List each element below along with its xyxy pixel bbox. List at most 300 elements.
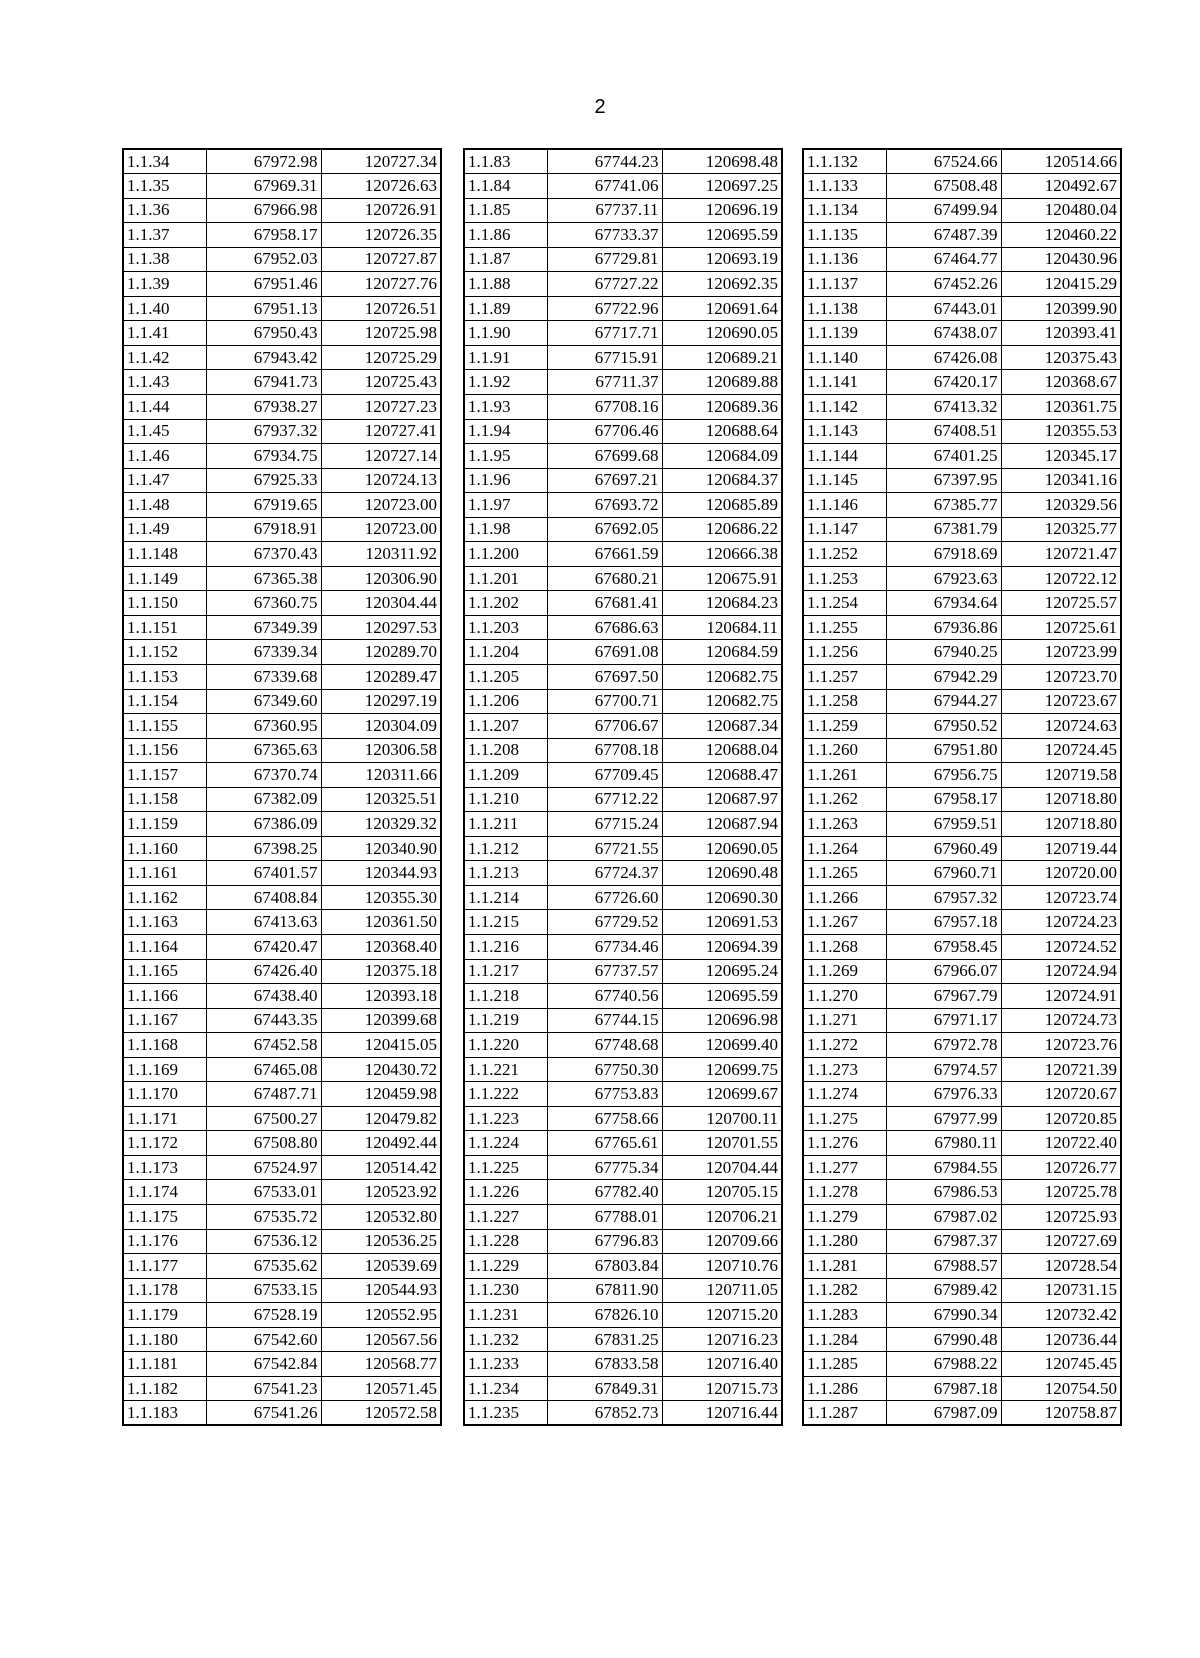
point-id-cell: 1.1.284 xyxy=(803,1327,886,1352)
x-coordinate-cell: 67499.94 xyxy=(886,198,1001,223)
x-coordinate-cell: 67923.63 xyxy=(886,566,1001,591)
table-row xyxy=(123,664,441,689)
point-id-cell: 1.1.253 xyxy=(803,566,886,591)
table-row xyxy=(464,542,782,567)
x-coordinate-cell: 67971.17 xyxy=(886,1008,1001,1033)
point-id-cell: 1.1.263 xyxy=(803,812,886,837)
point-id-cell: 1.1.98 xyxy=(464,517,547,542)
x-coordinate-cell: 67741.06 xyxy=(547,174,662,199)
x-coordinate-cell: 67788.01 xyxy=(547,1205,662,1230)
y-coordinate-cell: 120720.67 xyxy=(1001,1082,1121,1107)
point-id-cell: 1.1.178 xyxy=(123,1278,206,1303)
y-coordinate-cell: 120684.09 xyxy=(662,444,782,469)
table-row xyxy=(123,468,441,493)
y-coordinate-cell: 120699.75 xyxy=(662,1057,782,1082)
y-coordinate-cell: 120704.44 xyxy=(662,1155,782,1180)
x-coordinate-cell: 67943.42 xyxy=(206,345,321,370)
point-id-cell: 1.1.225 xyxy=(464,1155,547,1180)
x-coordinate-cell: 67744.23 xyxy=(547,149,662,174)
table-row xyxy=(464,468,782,493)
table-row xyxy=(464,935,782,960)
x-coordinate-cell: 67972.78 xyxy=(886,1033,1001,1058)
x-coordinate-cell: 67980.11 xyxy=(886,1131,1001,1156)
y-coordinate-cell: 120724.23 xyxy=(1001,910,1121,935)
table-row xyxy=(803,1131,1121,1156)
point-id-cell: 1.1.133 xyxy=(803,174,886,199)
table-row xyxy=(464,1278,782,1303)
y-coordinate-cell: 120514.66 xyxy=(1001,149,1121,174)
table-row xyxy=(123,1205,441,1230)
table-row xyxy=(803,1401,1121,1426)
table-row xyxy=(464,1352,782,1377)
x-coordinate-cell: 67987.18 xyxy=(886,1376,1001,1401)
table-row xyxy=(464,615,782,640)
point-id-cell: 1.1.230 xyxy=(464,1278,547,1303)
table-row xyxy=(123,1033,441,1058)
x-coordinate-cell: 67500.27 xyxy=(206,1106,321,1131)
x-coordinate-cell: 67339.34 xyxy=(206,640,321,665)
table-row xyxy=(803,296,1121,321)
point-id-cell: 1.1.34 xyxy=(123,149,206,174)
y-coordinate-cell: 120723.67 xyxy=(1001,689,1121,714)
table-row xyxy=(803,1327,1121,1352)
table-row xyxy=(803,861,1121,886)
point-id-cell: 1.1.214 xyxy=(464,885,547,910)
table-row xyxy=(464,640,782,665)
table-row xyxy=(464,1106,782,1131)
table-row xyxy=(464,763,782,788)
point-id-cell: 1.1.223 xyxy=(464,1106,547,1131)
point-id-cell: 1.1.278 xyxy=(803,1180,886,1205)
point-id-cell: 1.1.175 xyxy=(123,1205,206,1230)
table-row xyxy=(803,1057,1121,1082)
x-coordinate-cell: 67959.51 xyxy=(886,812,1001,837)
table-row xyxy=(803,1008,1121,1033)
y-coordinate-cell: 120690.30 xyxy=(662,885,782,910)
point-id-cell: 1.1.42 xyxy=(123,345,206,370)
y-coordinate-cell: 120724.94 xyxy=(1001,959,1121,984)
x-coordinate-cell: 67986.53 xyxy=(886,1180,1001,1205)
point-id-cell: 1.1.234 xyxy=(464,1376,547,1401)
y-coordinate-cell: 120514.42 xyxy=(321,1155,441,1180)
x-coordinate-cell: 67936.86 xyxy=(886,615,1001,640)
y-coordinate-cell: 120544.93 xyxy=(321,1278,441,1303)
y-coordinate-cell: 120297.53 xyxy=(321,615,441,640)
x-coordinate-cell: 67541.26 xyxy=(206,1401,321,1426)
point-id-cell: 1.1.166 xyxy=(123,984,206,1009)
point-id-cell: 1.1.232 xyxy=(464,1327,547,1352)
y-coordinate-cell: 120393.41 xyxy=(1001,321,1121,346)
table-row xyxy=(803,1205,1121,1230)
point-id-cell: 1.1.164 xyxy=(123,935,206,960)
x-coordinate-cell: 67967.79 xyxy=(886,984,1001,1009)
point-id-cell: 1.1.40 xyxy=(123,296,206,321)
page-number: 2 xyxy=(594,96,606,118)
x-coordinate-cell: 67398.25 xyxy=(206,836,321,861)
x-coordinate-cell: 67408.84 xyxy=(206,885,321,910)
y-coordinate-cell: 120393.18 xyxy=(321,984,441,1009)
table-row xyxy=(803,444,1121,469)
x-coordinate-cell: 67934.75 xyxy=(206,444,321,469)
point-id-cell: 1.1.134 xyxy=(803,198,886,223)
table-row xyxy=(464,1229,782,1254)
x-coordinate-cell: 67699.68 xyxy=(547,444,662,469)
table-row xyxy=(123,345,441,370)
y-coordinate-cell: 120699.67 xyxy=(662,1082,782,1107)
point-id-cell: 1.1.276 xyxy=(803,1131,886,1156)
point-id-cell: 1.1.91 xyxy=(464,345,547,370)
y-coordinate-cell: 120710.76 xyxy=(662,1254,782,1279)
y-coordinate-cell: 120695.59 xyxy=(662,984,782,1009)
y-coordinate-cell: 120745.45 xyxy=(1001,1352,1121,1377)
point-id-cell: 1.1.44 xyxy=(123,394,206,419)
table-row xyxy=(803,984,1121,1009)
table-row xyxy=(803,885,1121,910)
table-row xyxy=(803,1033,1121,1058)
x-coordinate-cell: 67958.45 xyxy=(886,935,1001,960)
x-coordinate-cell: 67938.27 xyxy=(206,394,321,419)
x-coordinate-cell: 67408.51 xyxy=(886,419,1001,444)
table-row xyxy=(123,296,441,321)
point-id-cell: 1.1.143 xyxy=(803,419,886,444)
x-coordinate-cell: 67438.40 xyxy=(206,984,321,1009)
x-coordinate-cell: 67465.08 xyxy=(206,1057,321,1082)
table-row xyxy=(123,419,441,444)
y-coordinate-cell: 120684.59 xyxy=(662,640,782,665)
x-coordinate-cell: 67956.75 xyxy=(886,763,1001,788)
y-coordinate-cell: 120720.85 xyxy=(1001,1106,1121,1131)
x-coordinate-cell: 67386.09 xyxy=(206,812,321,837)
x-coordinate-cell: 67753.83 xyxy=(547,1082,662,1107)
point-id-cell: 1.1.271 xyxy=(803,1008,886,1033)
x-coordinate-cell: 67715.24 xyxy=(547,812,662,837)
x-coordinate-cell: 67951.13 xyxy=(206,296,321,321)
y-coordinate-cell: 120726.63 xyxy=(321,174,441,199)
point-id-cell: 1.1.170 xyxy=(123,1082,206,1107)
point-id-cell: 1.1.265 xyxy=(803,861,886,886)
x-coordinate-cell: 67918.69 xyxy=(886,542,1001,567)
table-row xyxy=(123,959,441,984)
table-row xyxy=(803,1254,1121,1279)
x-coordinate-cell: 67487.71 xyxy=(206,1082,321,1107)
x-coordinate-cell: 67365.38 xyxy=(206,566,321,591)
y-coordinate-cell: 120724.52 xyxy=(1001,935,1121,960)
point-id-cell: 1.1.93 xyxy=(464,394,547,419)
x-coordinate-cell: 67443.01 xyxy=(886,296,1001,321)
table-row xyxy=(803,1303,1121,1328)
y-coordinate-cell: 120690.05 xyxy=(662,321,782,346)
point-id-cell: 1.1.145 xyxy=(803,468,886,493)
point-id-cell: 1.1.168 xyxy=(123,1033,206,1058)
point-id-cell: 1.1.47 xyxy=(123,468,206,493)
point-id-cell: 1.1.211 xyxy=(464,812,547,837)
x-coordinate-cell: 67966.07 xyxy=(886,959,1001,984)
point-id-cell: 1.1.258 xyxy=(803,689,886,714)
point-id-cell: 1.1.139 xyxy=(803,321,886,346)
x-coordinate-cell: 67360.95 xyxy=(206,714,321,739)
table-row xyxy=(464,566,782,591)
point-id-cell: 1.1.155 xyxy=(123,714,206,739)
x-coordinate-cell: 67987.37 xyxy=(886,1229,1001,1254)
y-coordinate-cell: 120727.69 xyxy=(1001,1229,1121,1254)
y-coordinate-cell: 120687.97 xyxy=(662,787,782,812)
x-coordinate-cell: 67811.90 xyxy=(547,1278,662,1303)
table-row xyxy=(803,714,1121,739)
x-coordinate-cell: 67775.34 xyxy=(547,1155,662,1180)
x-coordinate-cell: 67420.17 xyxy=(886,370,1001,395)
table-row xyxy=(464,444,782,469)
x-coordinate-cell: 67661.59 xyxy=(547,542,662,567)
point-id-cell: 1.1.268 xyxy=(803,935,886,960)
table-row xyxy=(123,812,441,837)
table-row xyxy=(123,885,441,910)
point-id-cell: 1.1.154 xyxy=(123,689,206,714)
y-coordinate-cell: 120736.44 xyxy=(1001,1327,1121,1352)
x-coordinate-cell: 67957.18 xyxy=(886,910,1001,935)
y-coordinate-cell: 120689.88 xyxy=(662,370,782,395)
table-row xyxy=(464,714,782,739)
x-coordinate-cell: 67988.57 xyxy=(886,1254,1001,1279)
y-coordinate-cell: 120691.64 xyxy=(662,296,782,321)
table-row xyxy=(803,1278,1121,1303)
point-id-cell: 1.1.272 xyxy=(803,1033,886,1058)
point-id-cell: 1.1.89 xyxy=(464,296,547,321)
y-coordinate-cell: 120399.68 xyxy=(321,1008,441,1033)
x-coordinate-cell: 67918.91 xyxy=(206,517,321,542)
table-row xyxy=(803,174,1121,199)
point-id-cell: 1.1.156 xyxy=(123,738,206,763)
table-row xyxy=(123,1106,441,1131)
x-coordinate-cell: 67721.55 xyxy=(547,836,662,861)
point-id-cell: 1.1.179 xyxy=(123,1303,206,1328)
y-coordinate-cell: 120726.51 xyxy=(321,296,441,321)
y-coordinate-cell: 120723.99 xyxy=(1001,640,1121,665)
point-id-cell: 1.1.142 xyxy=(803,394,886,419)
x-coordinate-cell: 67988.22 xyxy=(886,1352,1001,1377)
table-row xyxy=(803,149,1121,174)
point-id-cell: 1.1.209 xyxy=(464,763,547,788)
point-id-cell: 1.1.273 xyxy=(803,1057,886,1082)
x-coordinate-cell: 67693.72 xyxy=(547,493,662,518)
y-coordinate-cell: 120684.11 xyxy=(662,615,782,640)
y-coordinate-cell: 120684.37 xyxy=(662,468,782,493)
x-coordinate-cell: 67452.58 xyxy=(206,1033,321,1058)
y-coordinate-cell: 120523.92 xyxy=(321,1180,441,1205)
table-row xyxy=(803,787,1121,812)
table-row xyxy=(123,836,441,861)
y-coordinate-cell: 120289.47 xyxy=(321,664,441,689)
table-row xyxy=(464,149,782,174)
y-coordinate-cell: 120715.20 xyxy=(662,1303,782,1328)
table-row xyxy=(464,689,782,714)
y-coordinate-cell: 120552.95 xyxy=(321,1303,441,1328)
table-row xyxy=(123,935,441,960)
x-coordinate-cell: 67977.99 xyxy=(886,1106,1001,1131)
table-row xyxy=(464,910,782,935)
y-coordinate-cell: 120724.91 xyxy=(1001,984,1121,1009)
y-coordinate-cell: 120325.77 xyxy=(1001,517,1121,542)
coordinates-table-2 xyxy=(463,148,783,1426)
y-coordinate-cell: 120568.77 xyxy=(321,1352,441,1377)
point-id-cell: 1.1.207 xyxy=(464,714,547,739)
table-row xyxy=(464,296,782,321)
y-coordinate-cell: 120675.91 xyxy=(662,566,782,591)
table-row xyxy=(123,542,441,567)
y-coordinate-cell: 120732.42 xyxy=(1001,1303,1121,1328)
y-coordinate-cell: 120340.90 xyxy=(321,836,441,861)
y-coordinate-cell: 120666.38 xyxy=(662,542,782,567)
y-coordinate-cell: 120692.35 xyxy=(662,272,782,297)
x-coordinate-cell: 67541.23 xyxy=(206,1376,321,1401)
x-coordinate-cell: 67740.56 xyxy=(547,984,662,1009)
table-row xyxy=(464,517,782,542)
point-id-cell: 1.1.287 xyxy=(803,1401,886,1426)
y-coordinate-cell: 120718.80 xyxy=(1001,787,1121,812)
y-coordinate-cell: 120723.70 xyxy=(1001,664,1121,689)
point-id-cell: 1.1.228 xyxy=(464,1229,547,1254)
table-row xyxy=(464,1033,782,1058)
point-id-cell: 1.1.218 xyxy=(464,984,547,1009)
x-coordinate-cell: 67533.15 xyxy=(206,1278,321,1303)
x-coordinate-cell: 67542.84 xyxy=(206,1352,321,1377)
y-coordinate-cell: 120716.40 xyxy=(662,1352,782,1377)
x-coordinate-cell: 67700.71 xyxy=(547,689,662,714)
point-id-cell: 1.1.87 xyxy=(464,247,547,272)
point-id-cell: 1.1.227 xyxy=(464,1205,547,1230)
x-coordinate-cell: 67426.08 xyxy=(886,345,1001,370)
point-id-cell: 1.1.43 xyxy=(123,370,206,395)
point-id-cell: 1.1.235 xyxy=(464,1401,547,1426)
table-row xyxy=(803,1106,1121,1131)
x-coordinate-cell: 67803.84 xyxy=(547,1254,662,1279)
point-id-cell: 1.1.281 xyxy=(803,1254,886,1279)
table-row xyxy=(464,836,782,861)
table-row xyxy=(464,591,782,616)
point-id-cell: 1.1.163 xyxy=(123,910,206,935)
table-row xyxy=(803,321,1121,346)
point-id-cell: 1.1.204 xyxy=(464,640,547,665)
table-row xyxy=(123,370,441,395)
x-coordinate-cell: 67940.25 xyxy=(886,640,1001,665)
point-id-cell: 1.1.282 xyxy=(803,1278,886,1303)
x-coordinate-cell: 67464.77 xyxy=(886,247,1001,272)
x-coordinate-cell: 67990.34 xyxy=(886,1303,1001,1328)
point-id-cell: 1.1.48 xyxy=(123,493,206,518)
y-coordinate-cell: 120705.15 xyxy=(662,1180,782,1205)
table-row xyxy=(123,247,441,272)
y-coordinate-cell: 120682.75 xyxy=(662,664,782,689)
y-coordinate-cell: 120716.23 xyxy=(662,1327,782,1352)
point-id-cell: 1.1.264 xyxy=(803,836,886,861)
point-id-cell: 1.1.157 xyxy=(123,763,206,788)
y-coordinate-cell: 120341.16 xyxy=(1001,468,1121,493)
table-row xyxy=(464,394,782,419)
y-coordinate-cell: 120731.15 xyxy=(1001,1278,1121,1303)
point-id-cell: 1.1.220 xyxy=(464,1033,547,1058)
table-row xyxy=(803,689,1121,714)
x-coordinate-cell: 67737.11 xyxy=(547,198,662,223)
table-row xyxy=(464,1180,782,1205)
y-coordinate-cell: 120694.39 xyxy=(662,935,782,960)
table-row xyxy=(123,861,441,886)
y-coordinate-cell: 120724.63 xyxy=(1001,714,1121,739)
table-row xyxy=(123,1008,441,1033)
table-row xyxy=(464,861,782,886)
table-row xyxy=(464,812,782,837)
y-coordinate-cell: 120723.00 xyxy=(321,517,441,542)
x-coordinate-cell: 67711.37 xyxy=(547,370,662,395)
y-coordinate-cell: 120687.34 xyxy=(662,714,782,739)
table-row xyxy=(123,640,441,665)
y-coordinate-cell: 120304.44 xyxy=(321,591,441,616)
point-id-cell: 1.1.85 xyxy=(464,198,547,223)
point-id-cell: 1.1.141 xyxy=(803,370,886,395)
y-coordinate-cell: 120361.50 xyxy=(321,910,441,935)
y-coordinate-cell: 120690.48 xyxy=(662,861,782,886)
table-row xyxy=(464,223,782,248)
x-coordinate-cell: 67708.18 xyxy=(547,738,662,763)
point-id-cell: 1.1.231 xyxy=(464,1303,547,1328)
x-coordinate-cell: 67826.10 xyxy=(547,1303,662,1328)
table-row xyxy=(123,1376,441,1401)
y-coordinate-cell: 120698.48 xyxy=(662,149,782,174)
table-row xyxy=(123,1082,441,1107)
point-id-cell: 1.1.181 xyxy=(123,1352,206,1377)
x-coordinate-cell: 67487.39 xyxy=(886,223,1001,248)
table-row xyxy=(803,836,1121,861)
point-id-cell: 1.1.37 xyxy=(123,223,206,248)
y-coordinate-cell: 120430.96 xyxy=(1001,247,1121,272)
table-row xyxy=(123,615,441,640)
point-id-cell: 1.1.95 xyxy=(464,444,547,469)
x-coordinate-cell: 67691.08 xyxy=(547,640,662,665)
x-coordinate-cell: 67990.48 xyxy=(886,1327,1001,1352)
table-row xyxy=(123,198,441,223)
point-id-cell: 1.1.36 xyxy=(123,198,206,223)
table-row xyxy=(803,1180,1121,1205)
y-coordinate-cell: 120532.80 xyxy=(321,1205,441,1230)
x-coordinate-cell: 67974.57 xyxy=(886,1057,1001,1082)
x-coordinate-cell: 67758.66 xyxy=(547,1106,662,1131)
point-id-cell: 1.1.137 xyxy=(803,272,886,297)
point-id-cell: 1.1.180 xyxy=(123,1327,206,1352)
point-id-cell: 1.1.35 xyxy=(123,174,206,199)
point-id-cell: 1.1.94 xyxy=(464,419,547,444)
point-id-cell: 1.1.151 xyxy=(123,615,206,640)
x-coordinate-cell: 67748.68 xyxy=(547,1033,662,1058)
x-coordinate-cell: 67733.37 xyxy=(547,223,662,248)
point-id-cell: 1.1.208 xyxy=(464,738,547,763)
x-coordinate-cell: 67508.80 xyxy=(206,1131,321,1156)
table-row xyxy=(803,247,1121,272)
x-coordinate-cell: 67426.40 xyxy=(206,959,321,984)
y-coordinate-cell: 120721.47 xyxy=(1001,542,1121,567)
y-coordinate-cell: 120329.56 xyxy=(1001,493,1121,518)
table-row xyxy=(123,1131,441,1156)
point-id-cell: 1.1.283 xyxy=(803,1303,886,1328)
table-row xyxy=(803,272,1121,297)
table-row xyxy=(123,1327,441,1352)
y-coordinate-cell: 120693.19 xyxy=(662,247,782,272)
point-id-cell: 1.1.38 xyxy=(123,247,206,272)
y-coordinate-cell: 120724.45 xyxy=(1001,738,1121,763)
x-coordinate-cell: 67680.21 xyxy=(547,566,662,591)
y-coordinate-cell: 120697.25 xyxy=(662,174,782,199)
x-coordinate-cell: 67744.15 xyxy=(547,1008,662,1033)
y-coordinate-cell: 120719.58 xyxy=(1001,763,1121,788)
x-coordinate-cell: 67950.52 xyxy=(886,714,1001,739)
x-coordinate-cell: 67796.83 xyxy=(547,1229,662,1254)
